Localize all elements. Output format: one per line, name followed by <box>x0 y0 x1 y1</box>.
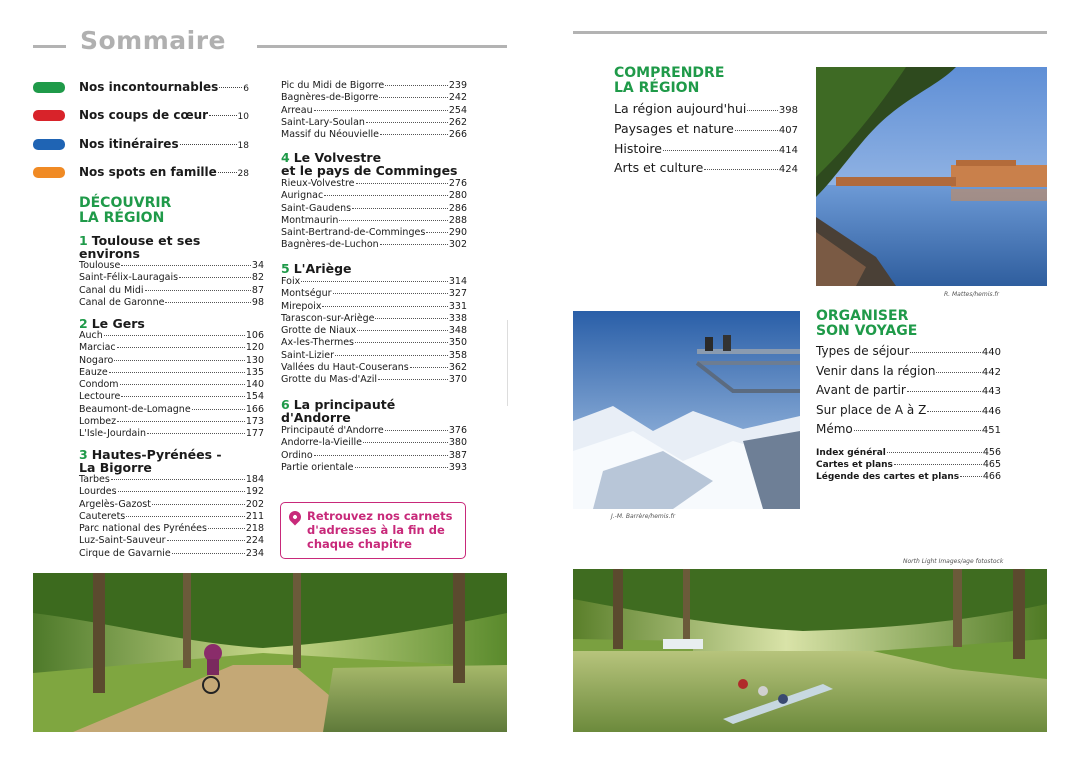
toc-entry-title: Sur place de A à Z <box>816 402 927 417</box>
toc-entry-title: Saint-Gaudens <box>281 202 352 214</box>
leader-dots <box>355 467 448 468</box>
toc-entry[interactable] <box>281 92 467 104</box>
toc-entry-title: Types de séjour <box>816 344 910 358</box>
leader-dots <box>366 122 448 123</box>
toc-entry[interactable] <box>816 403 1001 423</box>
toc-entry[interactable] <box>816 364 1001 384</box>
toc-entry[interactable] <box>281 203 467 215</box>
chapter-title: Toulouse et ses <box>91 233 201 248</box>
leader-dots <box>356 183 448 184</box>
toc-entry-page: 465 <box>982 459 1001 470</box>
leader-dots <box>333 293 448 294</box>
legend-page: 6 <box>243 84 249 94</box>
toc-entry-title: Canal de Garonne <box>79 296 165 308</box>
leader-dots <box>192 409 245 410</box>
header-rule-left <box>33 45 66 48</box>
leader-dots <box>117 421 245 422</box>
location-pin-icon <box>287 509 304 526</box>
toc-entry-title: Marciac <box>79 342 116 354</box>
toc-entry-title: Condom <box>79 379 119 391</box>
chapter-1-heading[interactable] <box>79 234 200 260</box>
toc-entry-page: 184 <box>245 474 264 485</box>
toc-entry[interactable] <box>281 80 467 92</box>
toc-entry-page: 327 <box>448 288 467 300</box>
chapter-2-list <box>79 330 264 441</box>
toc-entry-title: Toulouse <box>79 260 121 271</box>
toc-entry-title: Tarbes <box>79 474 110 485</box>
legend-item-incontournables[interactable] <box>79 80 249 94</box>
leader-dots <box>355 342 448 343</box>
toc-entry-title: Arreau <box>281 104 313 116</box>
toc-entry[interactable] <box>816 422 1001 442</box>
photo-credit-toulouse: R. Mattes/hemis.fr <box>944 291 999 298</box>
toc-entry[interactable] <box>614 121 798 141</box>
toc-entry-title: Nogaro <box>79 354 114 366</box>
toc-entry-title: L'Isle-Jourdain <box>79 428 146 440</box>
toc-entry[interactable] <box>614 101 798 121</box>
toc-entry[interactable] <box>281 437 467 449</box>
toc-entry[interactable] <box>79 486 264 498</box>
toc-entry-page: 87 <box>251 284 264 296</box>
chapter-3-list-cont <box>281 80 467 141</box>
toc-entry[interactable] <box>79 428 264 440</box>
toc-entry-title: Argelès-Gazost <box>79 498 151 510</box>
toc-entry-page: 286 <box>448 202 467 214</box>
leader-dots <box>960 476 982 477</box>
section-line: DÉCOUVRIR <box>79 195 172 211</box>
leader-dots <box>379 97 447 98</box>
leader-dots <box>339 220 447 221</box>
canal-cyclist-photo <box>33 573 507 732</box>
toc-entry-title: Saint-Lizier <box>281 349 334 361</box>
toc-entry[interactable] <box>79 523 264 535</box>
toc-entry[interactable] <box>79 330 264 342</box>
leader-dots <box>375 318 447 319</box>
leader-dots <box>380 244 448 245</box>
toc-entry-title: Massif du Néouvielle <box>281 129 380 141</box>
toc-entry[interactable] <box>281 462 467 474</box>
toc-entry[interactable] <box>281 276 467 288</box>
leader-dots <box>747 110 778 111</box>
leader-dots <box>907 391 981 392</box>
leader-dots <box>145 290 251 291</box>
toc-entry-page: 280 <box>448 190 467 202</box>
toc-entry-page: 224 <box>245 535 264 547</box>
chapter-1-list <box>79 260 264 309</box>
toc-entry-page: 276 <box>448 178 467 189</box>
pic-du-midi-photo <box>573 311 800 509</box>
photo-credit-pic: J.-M. Barrère/hemis.fr <box>611 513 676 520</box>
toc-entry[interactable] <box>281 105 467 117</box>
toc-entry[interactable] <box>79 285 264 297</box>
leader-dots <box>120 384 245 385</box>
toc-entry-page: 218 <box>245 523 264 535</box>
leader-dots <box>109 372 245 373</box>
toc-entry-page: 266 <box>448 129 467 141</box>
leader-dots <box>104 335 245 336</box>
chapter-number: 2 <box>79 316 88 331</box>
toc-entry-title: Cauterets <box>79 510 126 522</box>
toc-entry-title: Eauze <box>79 366 108 378</box>
toc-entry-page: 424 <box>778 164 798 176</box>
chapter-title: La principauté <box>293 397 396 412</box>
toc-entry-title: Arts et culture <box>614 160 704 176</box>
toc-entry-page: 446 <box>981 405 1001 417</box>
toc-entry-title: Saint-Bertrand-de-Comminges <box>281 227 426 239</box>
toc-entry-title: Cirque de Gavarnie <box>79 547 171 559</box>
toc-entry-page: 440 <box>981 347 1001 358</box>
header-rule-right <box>573 31 1047 34</box>
section-line: SON VOYAGE <box>816 323 918 339</box>
toc-entry-title: Légende des cartes et plans <box>816 472 960 482</box>
toc-entry[interactable] <box>79 535 264 547</box>
toc-entry-title: Grotte du Mas-d'Azil <box>281 374 378 386</box>
toc-entry-title: Saint-Félix-Lauragais <box>79 272 179 284</box>
leader-dots <box>385 430 448 431</box>
toc-entry[interactable] <box>816 471 1001 483</box>
toulouse-garonne-photo <box>816 67 1047 286</box>
toc-entry[interactable] <box>614 160 798 180</box>
toc-entry-page: 414 <box>778 144 798 156</box>
toc-entry-page: 130 <box>245 354 264 366</box>
toc-entry-title: Bagnères-de-Luchon <box>281 239 379 251</box>
toc-entry-page: 120 <box>245 342 264 354</box>
chapter-number: 5 <box>281 261 290 276</box>
toc-entry-page: 254 <box>448 104 467 116</box>
leader-dots <box>927 411 981 412</box>
chapter-4-list <box>281 178 467 252</box>
chapter-6-heading[interactable] <box>281 398 395 424</box>
legend-swatch-orange <box>33 167 65 178</box>
legend-item-spots-famille[interactable] <box>79 165 249 179</box>
toc-entry-page: 154 <box>245 391 264 403</box>
toc-entry[interactable] <box>281 362 467 374</box>
toc-entry[interactable] <box>79 342 264 354</box>
toc-entry-title: Ordino <box>281 449 313 461</box>
toc-entry-page: 177 <box>245 428 264 440</box>
chapter-6-list <box>281 425 467 474</box>
section-line: ORGANISER <box>816 308 909 324</box>
toc-entry[interactable] <box>281 337 467 349</box>
toc-entry-page: 202 <box>245 498 264 510</box>
leader-dots <box>121 396 245 397</box>
toc-entry[interactable] <box>281 215 467 227</box>
leader-dots <box>117 347 245 348</box>
leader-dots <box>663 150 778 151</box>
toc-entry-title: Beaumont-de-Lomagne <box>79 403 191 415</box>
toc-entry-title: Luz-Saint-Sauveur <box>79 535 166 547</box>
toc-entry-title: Grotte de Niaux <box>281 325 357 337</box>
leader-dots <box>172 553 245 554</box>
toc-entry-title: Lectoure <box>79 391 121 403</box>
toc-entry-title: Partie orientale <box>281 461 354 473</box>
column-divider <box>507 320 508 406</box>
toc-entry-page: 234 <box>245 547 264 559</box>
page-title: Sommaire <box>80 26 227 55</box>
toc-entry-page: 451 <box>981 425 1001 437</box>
toc-entry[interactable] <box>281 178 467 190</box>
leader-dots <box>179 277 251 278</box>
chapter-title-2: et le pays de Comminges <box>281 163 458 178</box>
legend-swatch-green <box>33 82 65 93</box>
leader-dots <box>165 302 250 303</box>
toc-entry-page: 466 <box>982 471 1001 482</box>
toc-entry-title: Aurignac <box>281 190 324 202</box>
organiser-list <box>816 344 1001 442</box>
legend-page: 10 <box>237 112 249 122</box>
toc-entry-title: Montségur <box>281 288 332 300</box>
toc-entry[interactable] <box>816 344 1001 364</box>
leader-dots <box>126 516 245 517</box>
leader-dots <box>352 208 448 209</box>
section-line: COMPRENDRE <box>614 65 725 81</box>
toc-entry-page: 456 <box>982 447 1001 458</box>
chapter-title: L'Ariège <box>293 261 352 276</box>
leader-dots <box>363 442 448 443</box>
leader-dots <box>357 330 448 331</box>
toc-entry[interactable] <box>79 367 264 379</box>
toc-entry-title: Tarascon-sur-Ariège <box>281 312 375 324</box>
section-decouvrir <box>79 196 171 226</box>
chapter-number: 3 <box>79 447 88 462</box>
chapter-number: 4 <box>281 150 290 165</box>
toc-entry-page: 380 <box>448 437 467 449</box>
toc-entry-title: Paysages et nature <box>614 120 734 136</box>
chapter-4-heading[interactable] <box>281 151 458 177</box>
toc-entry[interactable] <box>281 117 467 129</box>
toc-entry-title: Foix <box>281 276 301 287</box>
leader-dots <box>314 110 448 111</box>
toc-entry-title: Principauté d'Andorre <box>281 425 384 436</box>
chapter-title-2: environs <box>79 246 140 261</box>
toc-entry[interactable] <box>281 450 467 462</box>
leader-dots <box>936 372 980 373</box>
chapter-5-heading[interactable] <box>281 262 352 275</box>
toc-entry-page: 98 <box>251 296 264 308</box>
toc-entry-page: 192 <box>245 486 264 498</box>
organiser-index-list <box>816 447 1001 483</box>
legend-label: Nos incontournables <box>79 80 219 94</box>
toc-entry-page: 443 <box>981 386 1001 398</box>
toc-entry-title: Mémo <box>816 422 853 437</box>
leader-dots <box>118 491 245 492</box>
toc-entry[interactable] <box>79 260 264 272</box>
section-comprendre <box>614 66 724 96</box>
section-line: LA RÉGION <box>79 210 165 226</box>
toc-entry-page: 135 <box>245 366 264 378</box>
toc-entry[interactable] <box>79 297 264 309</box>
toc-entry-title: Ax-les-Thermes <box>281 337 354 349</box>
toc-entry[interactable] <box>281 190 467 202</box>
chapter-number: 6 <box>281 397 290 412</box>
photo-credit-canal: North Light Images/age fotostock <box>903 558 1004 565</box>
toc-entry-title: Index général <box>816 448 886 458</box>
chapter-title-2: La Bigorre <box>79 460 152 475</box>
legend-item-itineraires[interactable] <box>79 137 249 151</box>
chapter-3-heading[interactable] <box>79 448 222 474</box>
toc-entry[interactable] <box>79 548 264 560</box>
toc-entry-page: 348 <box>448 325 467 337</box>
toc-entry[interactable] <box>281 288 467 300</box>
canal-rowers-photo <box>573 569 1047 732</box>
toc-entry-page: 398 <box>778 105 798 116</box>
toc-entry-title: Bagnères-de-Bigorre <box>281 92 379 104</box>
toc-entry-page: 288 <box>448 214 467 226</box>
leader-dots <box>854 430 981 431</box>
toc-entry-page: 242 <box>448 92 467 104</box>
toc-entry-page: 34 <box>251 260 264 271</box>
toc-entry-page: 376 <box>448 425 467 436</box>
toc-entry[interactable] <box>816 459 1001 471</box>
toc-entry-page: 211 <box>245 510 264 522</box>
toc-entry-title: Saint-Lary-Soulan <box>281 116 365 128</box>
comprendre-list <box>614 101 798 180</box>
toc-entry[interactable] <box>816 447 1001 459</box>
toc-entry-page: 338 <box>448 312 467 324</box>
toc-entry[interactable] <box>79 391 264 403</box>
toc-entry-page: 370 <box>448 374 467 386</box>
toc-entry-title: Pic du Midi de Bigorre <box>281 80 385 91</box>
toc-entry-title: Auch <box>79 330 103 341</box>
leader-dots <box>152 504 245 505</box>
toc-entry[interactable] <box>79 511 264 523</box>
leader-dots <box>167 540 245 541</box>
chapter-title: Le Gers <box>91 316 145 331</box>
toc-entry[interactable] <box>79 379 264 391</box>
leader-dots <box>147 433 245 434</box>
toc-entry[interactable] <box>79 416 264 428</box>
section-line: LA RÉGION <box>614 80 700 96</box>
toc-entry-page: 387 <box>448 449 467 461</box>
chapter-2-heading[interactable] <box>79 317 145 330</box>
carnets-callout <box>280 502 466 559</box>
toc-entry-page: 442 <box>981 366 1001 378</box>
legend-swatch-red <box>33 110 65 121</box>
toc-entry[interactable] <box>281 425 467 437</box>
toc-entry-page: 82 <box>251 272 264 284</box>
chapter-title: Hautes-Pyrénées - <box>91 447 222 462</box>
leader-dots <box>894 464 982 465</box>
toc-entry[interactable] <box>281 301 467 313</box>
toc-entry[interactable] <box>281 227 467 239</box>
leader-dots <box>887 452 982 453</box>
header-rule-mid <box>257 45 507 48</box>
toc-entry-title: Vallées du Haut-Couserans <box>281 362 409 374</box>
toc-entry[interactable] <box>79 404 264 416</box>
toc-entry[interactable] <box>614 141 798 161</box>
leader-dots <box>114 360 245 361</box>
toc-entry[interactable] <box>79 272 264 284</box>
leader-dots <box>314 455 448 456</box>
toc-entry[interactable] <box>281 325 467 337</box>
toc-entry-page: 262 <box>448 116 467 128</box>
toc-entry-page: 314 <box>448 276 467 287</box>
leader-dots <box>208 528 245 529</box>
legend-item-coups-de-coeur[interactable] <box>79 108 249 122</box>
leader-dots <box>111 479 245 480</box>
toc-entry[interactable] <box>281 350 467 362</box>
toc-entry-page: 290 <box>448 227 467 239</box>
toc-entry-page: 331 <box>448 300 467 312</box>
toc-entry-page: 173 <box>245 416 264 428</box>
toc-entry-page: 106 <box>245 330 264 341</box>
chapter-title-2: d'Andorre <box>281 410 351 425</box>
toc-entry-title: Rieux-Volvestre <box>281 178 355 189</box>
chapter-title: Le Volvestre <box>293 150 382 165</box>
leader-dots <box>378 379 448 380</box>
toc-entry-title: Parc national des Pyrénées <box>79 523 207 535</box>
toc-entry-title: Lourdes <box>79 486 117 498</box>
legend-label: Nos spots en famille <box>79 165 217 179</box>
leader-dots <box>324 195 448 196</box>
toc-entry-page: 407 <box>778 124 798 136</box>
toc-entry-page: 358 <box>448 349 467 361</box>
leader-dots <box>410 367 448 368</box>
toc-entry-page: 239 <box>448 80 467 91</box>
toc-entry-page: 393 <box>448 461 467 473</box>
leader-dots <box>385 85 448 86</box>
legend-label: Nos itinéraires <box>79 137 179 151</box>
section-organiser <box>816 309 917 339</box>
leader-dots <box>121 265 251 266</box>
chapter-3-list <box>79 474 264 560</box>
chapter-number: 1 <box>79 233 88 248</box>
toc-entry-title: Canal du Midi <box>79 284 144 296</box>
leader-dots <box>426 232 448 233</box>
legend-swatch-blue <box>33 139 65 150</box>
leader-dots <box>380 134 448 135</box>
toc-entry-title: Mirepoix <box>281 300 322 312</box>
toc-entry-title: Avant de partir <box>816 383 906 398</box>
legend-page: 28 <box>237 169 249 179</box>
toc-entry-title: Histoire <box>614 140 662 156</box>
toc-entry-title: La région aujourd'hui <box>614 101 747 116</box>
toc-entry[interactable] <box>281 313 467 325</box>
toc-entry-page: 362 <box>448 362 467 374</box>
toc-entry[interactable] <box>79 499 264 511</box>
legend-label: Nos coups de cœur <box>79 108 209 122</box>
toc-entry-title: Cartes et plans <box>816 460 893 470</box>
toc-entry-title: Lombez <box>79 416 117 428</box>
chapter-5-list <box>281 276 467 387</box>
toc-entry-title: Montmaurin <box>281 214 339 226</box>
legend-page: 18 <box>237 141 249 151</box>
leader-dots <box>910 352 981 353</box>
toc-entry[interactable] <box>281 129 467 141</box>
toc-entry-title: Venir dans la région <box>816 363 936 378</box>
callout-text: Retrouvez nos carnets d'adresses à la fin de chaque chapitre <box>307 509 453 551</box>
leader-dots <box>735 130 778 131</box>
toc-entry[interactable] <box>281 239 467 251</box>
leader-dots <box>301 281 448 282</box>
toc-entry[interactable] <box>79 474 264 486</box>
leader-dots <box>704 169 778 170</box>
toc-entry-title: Andorre-la-Vieille <box>281 437 362 449</box>
leader-dots <box>335 355 448 356</box>
toc-entry-page: 350 <box>448 337 467 349</box>
toc-entry[interactable] <box>281 374 467 386</box>
leader-dots <box>322 306 447 307</box>
toc-entry-page: 302 <box>448 239 467 251</box>
toc-entry-page: 166 <box>245 403 264 415</box>
toc-entry[interactable] <box>79 355 264 367</box>
toc-entry[interactable] <box>816 383 1001 403</box>
toc-entry-page: 140 <box>245 379 264 391</box>
